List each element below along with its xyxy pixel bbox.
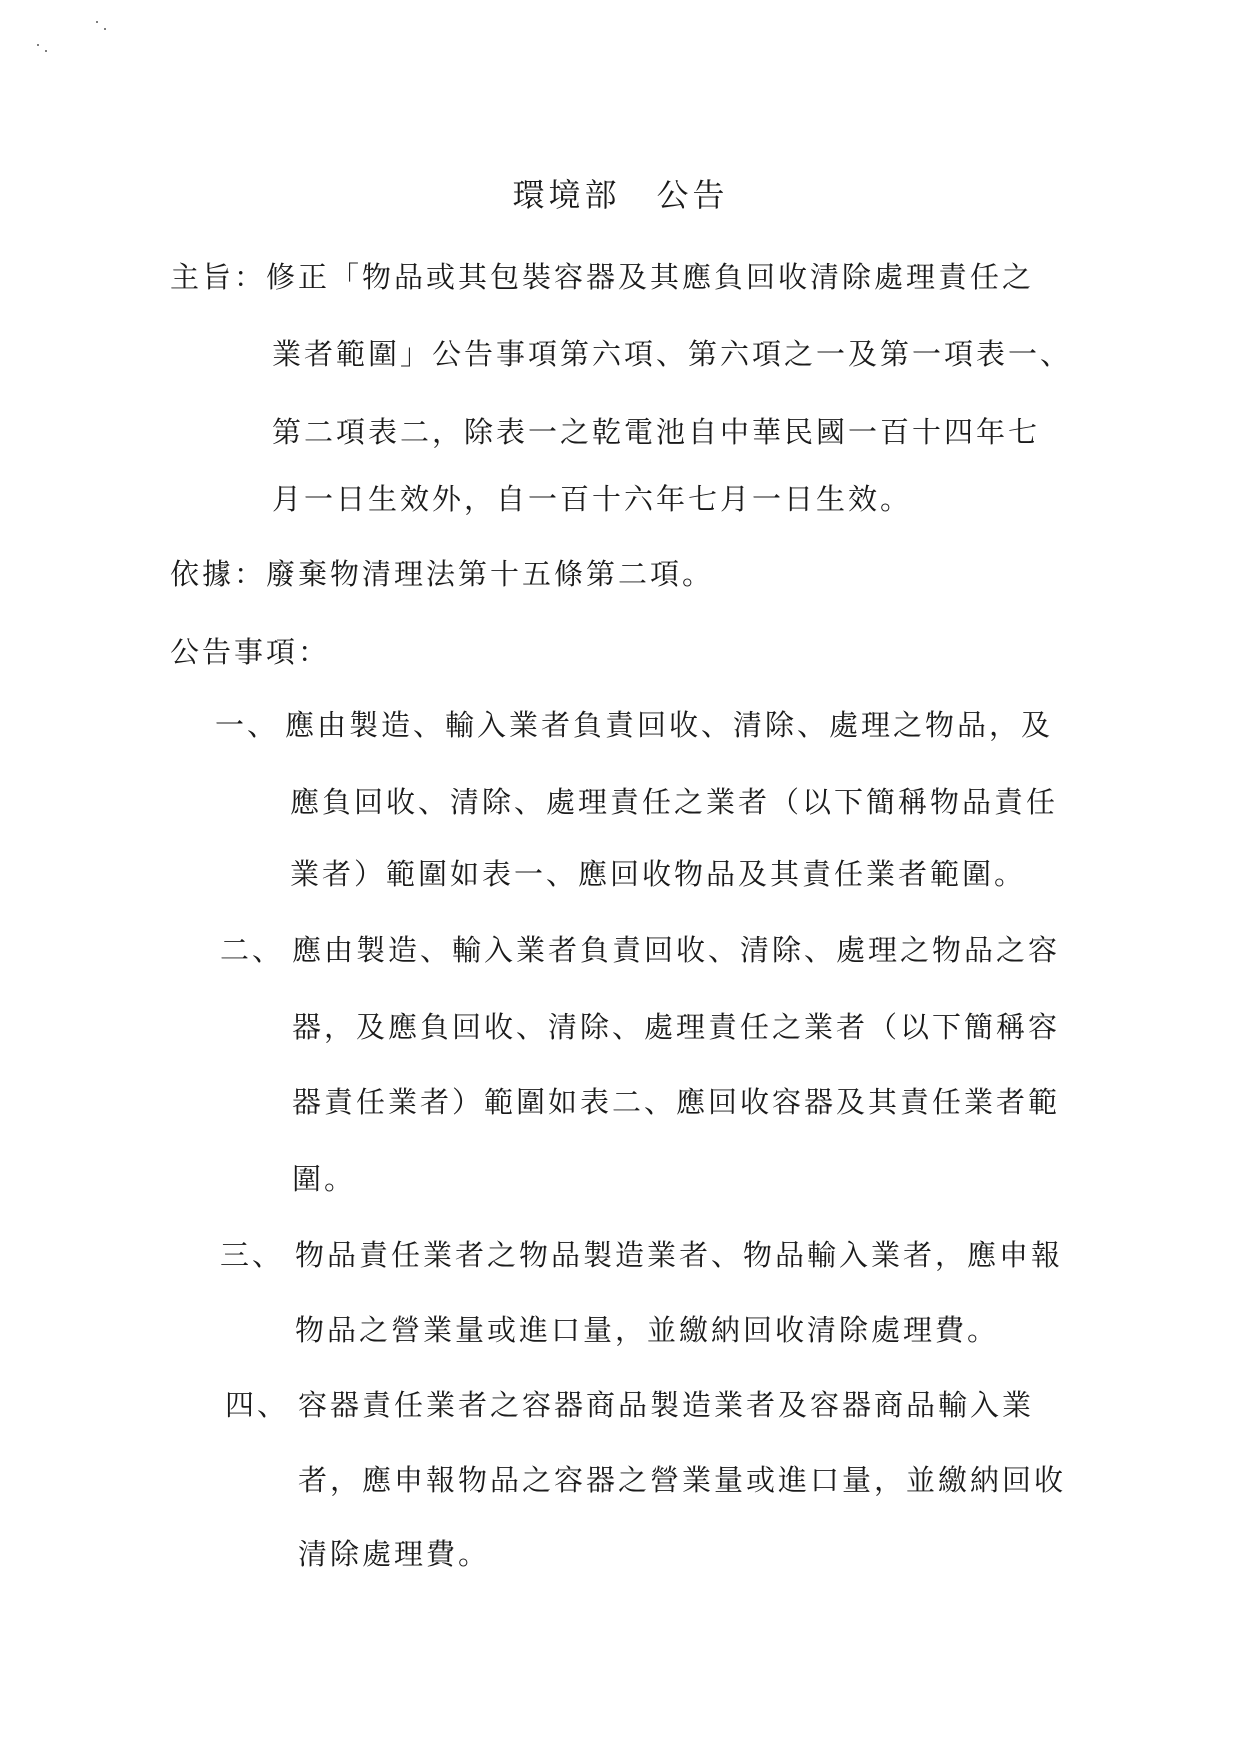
document-title [0,170,1241,216]
subject-line: 業者範圍」公告事項第六項、第六項之一及第一項表一、 [272,337,1073,371]
item-line: 器，及應負回收、清除、處理責任之業者（以下簡稱容 [292,1010,1061,1044]
items-heading: 公告事項： [170,635,331,669]
item-line: 物品責任業者之物品製造業者、物品輸入業者，應申報 [295,1238,1064,1272]
subject-first-line [170,255,1034,296]
basis-text: 廢棄物清理法第十五條第二項。 [266,557,715,591]
scan-speck [96,21,98,23]
item-line: 者，應申報物品之容器之營業量或進口量，並繳納回收 [298,1463,1067,1497]
subject-line: 修正「物品或其包裝容器及其應負回收清除處理責任之 [266,260,1035,294]
item-line: 應由製造、輸入業者負責回收、清除、處理之物品，及 [285,708,1054,742]
item-number: 四、 [225,1388,290,1422]
item-line: 應由製造、輸入業者負責回收、清除、處理之物品之容 [292,933,1061,967]
item-line: 器責任業者）範圍如表二、應回收容器及其責任業者範 [292,1085,1061,1119]
item-line: 圍。 [292,1162,357,1196]
basis-label: 依據： [170,557,267,591]
item-number: 一、 [215,708,280,742]
document-type: 公告 [656,176,729,214]
scan-speck [37,44,39,46]
basis-section [170,552,714,593]
subject-line: 月一日生效外，自一百十六年七月一日生效。 [272,482,913,516]
agency-name: 環境部 [512,176,621,214]
item-number: 二、 [220,933,285,967]
scan-speck [104,28,106,30]
item-line: 應負回收、清除、處理責任之業者（以下簡稱物品責任 [290,785,1059,819]
subject-line: 第二項表二，除表一之乾電池自中華民國一百十四年七 [272,415,1041,449]
item-line: 清除處理費。 [298,1537,491,1571]
subject-label: 主旨： [170,260,267,294]
item-line: 業者）範圍如表一、應回收物品及其責任業者範圍。 [290,857,1027,891]
item-line: 容器責任業者之容器商品製造業者及容器商品輸入業 [298,1388,1035,1422]
item-number: 三、 [220,1238,285,1272]
scan-speck [45,50,47,52]
item-line: 物品之營業量或進口量，並繳納回收清除處理費。 [295,1313,1000,1347]
